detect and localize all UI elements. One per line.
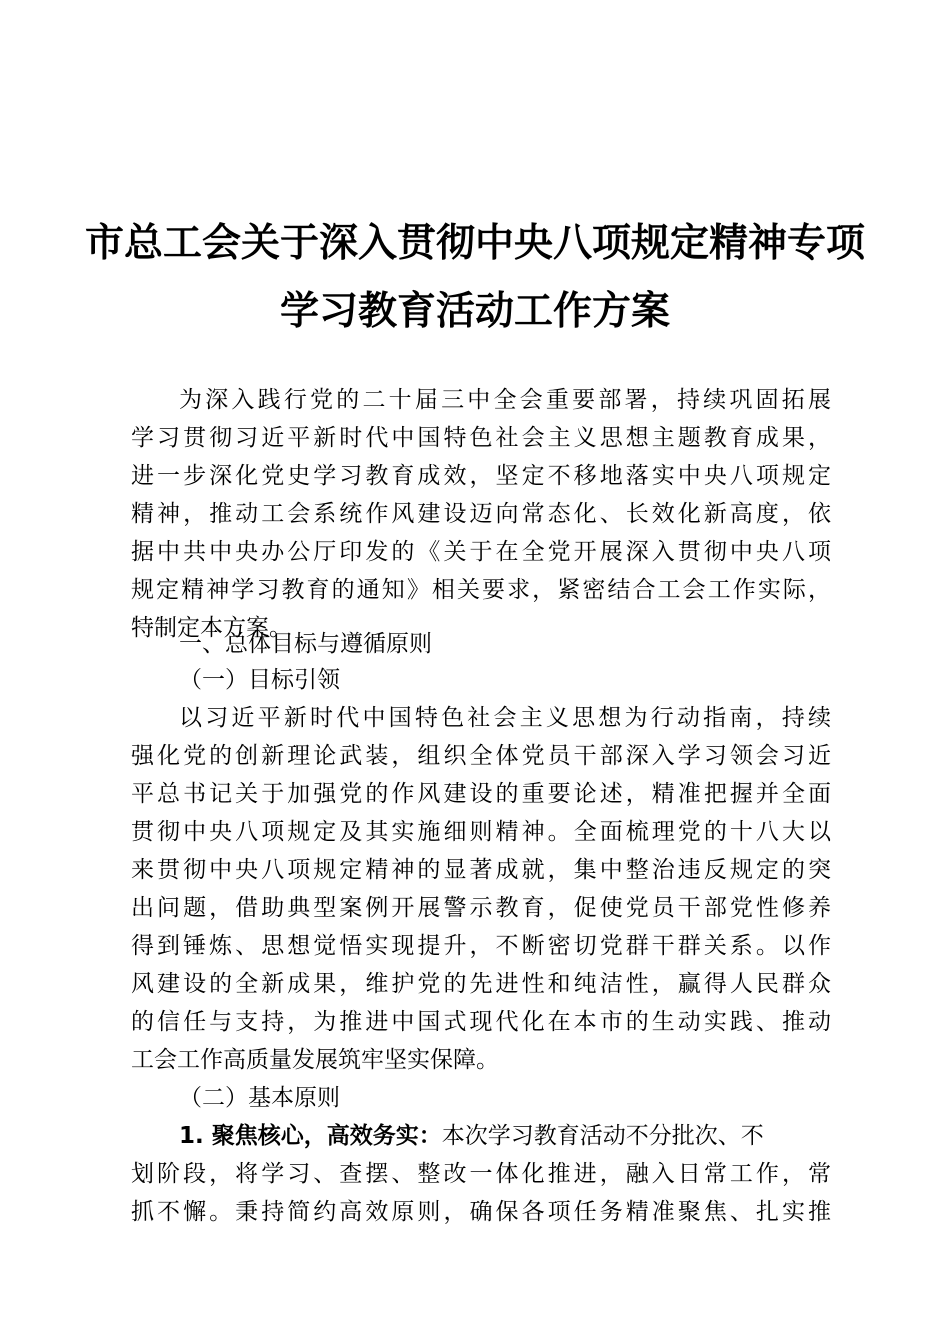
body-paragraph-line: 划阶段，将学习、查摆、整改一体化推进，融入日常工作，常 [131, 1161, 831, 1187]
body-paragraph-line: 贯彻中央八项规定及其实施细则精神。全面梳理党的十八大以 [131, 819, 831, 845]
subsection-heading: （二）基本原则 [179, 1085, 340, 1111]
body-paragraph-line: 平总书记关于加强党的作风建设的重要论述，精准把握并全面 [131, 781, 831, 807]
body-paragraph-line: 风建设的全新成果，维护党的先进性和纯洁性，赢得人民群众 [131, 971, 831, 997]
intro-paragraph-line: 特制定本方案。 [131, 615, 292, 641]
document-title-line-1: 市总工会关于深入贯彻中央八项规定精神专项 [84, 220, 865, 266]
body-paragraph-line: 以习近平新时代中国特色社会主义思想为行动指南，持续 [179, 705, 831, 731]
principle-label: 1. 聚焦核心，高效务实： [179, 1123, 442, 1149]
principle-text: 本次学习教育活动不分批次、不 [441, 1123, 764, 1149]
principle-line [179, 1116, 831, 1156]
intro-paragraph-line: 精神，推动工会系统作风建设迈向常态化、长效化新高度，依 [131, 501, 831, 527]
intro-paragraph-line: 为深入践行党的二十届三中全会重要部署，持续巩固拓展 [179, 387, 831, 413]
body-paragraph-line: 工会工作高质量发展筑牢坚实保障。 [131, 1047, 499, 1073]
document-title-line-2: 学习教育活动工作方案 [279, 288, 670, 334]
body-paragraph-line: 出问题，借助典型案例开展警示教育，促使党员干部党性修养 [131, 895, 831, 921]
subsection-heading: （一）目标引领 [179, 667, 340, 693]
body-paragraph-line: 抓不懈。秉持简约高效原则，确保各项任务精准聚焦、扎实推 [131, 1199, 831, 1225]
intro-paragraph-line: 进一步深化党史学习教育成效，坚定不移地落实中央八项规定 [131, 463, 831, 489]
intro-paragraph-line: 学习贯彻习近平新时代中国特色社会主义思想主题教育成果， [131, 425, 831, 451]
body-paragraph-line: 的信任与支持，为推进中国式现代化在本市的生动实践、推动 [131, 1009, 831, 1035]
body-paragraph-line: 强化党的创新理论武装，组织全体党员干部深入学习领会习近 [131, 743, 831, 769]
intro-paragraph-line: 规定精神学习教育的通知》相关要求，紧密结合工会工作实际， [131, 577, 831, 603]
body-paragraph-line: 来贯彻中央八项规定精神的显著成就，集中整治违反规定的突 [131, 857, 831, 883]
intro-paragraph-line: 据中共中央办公厅印发的《关于在全党开展深入贯彻中央八项 [131, 539, 831, 565]
body-paragraph-line: 得到锤炼、思想觉悟实现提升，不断密切党群干群关系。以作 [131, 933, 831, 959]
section-heading: 一、总体目标与遵循原则 [179, 631, 432, 657]
